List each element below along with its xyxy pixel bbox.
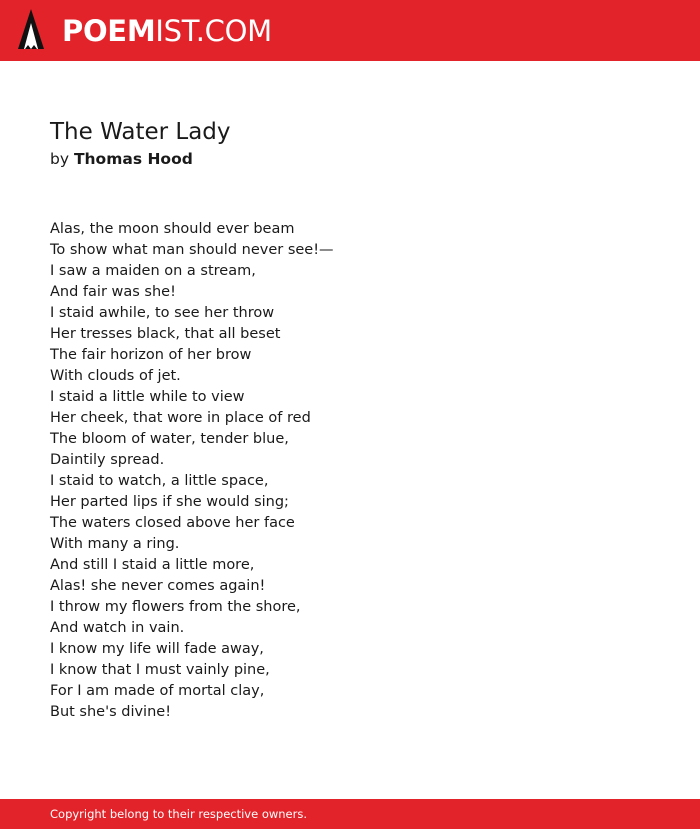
poem-line: The bloom of water, tender blue,: [50, 431, 289, 447]
poem-line: I throw my flowers from the shore,: [50, 599, 301, 615]
by-label: by: [50, 150, 70, 168]
poem-line: To show what man should never see!—: [50, 242, 334, 258]
author-name: Thomas Hood: [73, 150, 193, 168]
poem-line: I staid a little while to view: [50, 389, 245, 405]
site-header: [0, 0, 700, 61]
poem-line: I staid awhile, to see her throw: [50, 305, 275, 321]
site-logo-text[interactable]: [62, 13, 272, 49]
poem-line: The fair horizon of her brow: [50, 347, 252, 363]
pencil-tip-icon[interactable]: [18, 9, 44, 51]
copyright-notice: Copyright belong to their respective owners.: [50, 807, 308, 821]
poem-line: Alas, the moon should ever beam: [50, 221, 295, 237]
poem-line: The waters closed above her face: [50, 515, 295, 531]
poem-byline: [50, 149, 193, 169]
poem-line: Her tresses black, that all beset: [50, 326, 281, 342]
poem-line: Alas! she never comes again!: [50, 578, 266, 594]
poem-line: I know that I must vainly pine,: [50, 662, 270, 678]
site-footer: [0, 799, 700, 829]
poem-line: I know my life will fade away,: [50, 641, 264, 657]
poem-text: [50, 219, 334, 723]
brand-bold-text: POEM: [62, 14, 156, 48]
poem-line: And fair was she!: [50, 284, 176, 300]
poem-line: Daintily spread.: [50, 452, 165, 468]
poem-title: The Water Lady: [50, 119, 231, 145]
poem-line: I staid to watch, a little space,: [50, 473, 269, 489]
poem-line: And still I staid a little more,: [50, 557, 255, 573]
poem-line: For I am made of mortal clay,: [50, 683, 265, 699]
brand-regular-text: IST.COM: [155, 14, 272, 48]
poem-line: Her parted lips if she would sing;: [50, 494, 289, 510]
poem-line: With many a ring.: [50, 536, 180, 552]
poem-line: And watch in vain.: [50, 620, 185, 636]
poem-line: With clouds of jet.: [50, 368, 181, 384]
poem-line: I saw a maiden on a stream,: [50, 263, 256, 279]
poem-line: But she's divine!: [50, 704, 172, 720]
poem-line: Her cheek, that wore in place of red: [50, 410, 311, 426]
